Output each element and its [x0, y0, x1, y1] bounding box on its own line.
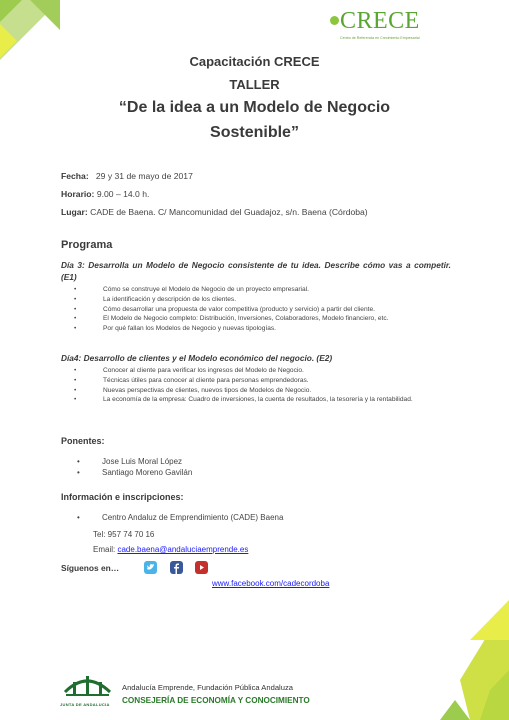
- lugar-value: CADE de Baena. C/ Mancomunidad del Guadajoz, s/n. Baena (Córdoba): [90, 207, 368, 217]
- list-item: • La economía de la empresa: Cuadro de inversiones, la cuenta de resultados, la tesorería y la rentabilidad.: [74, 396, 413, 404]
- list-item: • Cómo se construye el Modelo de Negocio de un proyecto empresarial.: [74, 286, 309, 293]
- list-item: • Por qué fallan los Modelos de Negocio y nuevas tipologías.: [74, 325, 277, 333]
- programa-heading: Programa: [61, 239, 113, 251]
- ponentes-list: [77, 456, 192, 478]
- ponentes-heading: Ponentes:: [61, 436, 105, 446]
- list-item: • Técnicas útiles para conocer al cliente para personas emprendedoras.: [74, 376, 309, 384]
- youtube-icon[interactable]: [195, 561, 208, 574]
- facebook-icon[interactable]: [170, 561, 183, 574]
- day3-title: Día 3: Desarrolla un Modelo de Negocio consistente de tu idea. Describe cómo vas a competir. (E1): [61, 260, 451, 282]
- contact-tel: Tel: 957 74 70 16: [93, 530, 155, 539]
- footer-line-2: CONSEJERÍA DE ECONOMÍA Y CONOCIMIENTO: [122, 696, 310, 705]
- follow-label: Síguenos en…: [61, 563, 120, 573]
- list-item: • Santiago Moreno Gavilán: [77, 468, 193, 477]
- junta-andalucia-logo: [60, 670, 115, 700]
- contact-heading: Información e inscripciones:: [61, 492, 184, 502]
- contact-email-row: [93, 545, 248, 554]
- fecha-label: Fecha:: [61, 171, 89, 181]
- title-line-1: Capacitación CRECE: [189, 54, 320, 69]
- list-item: • Nuevas perspectivas de clientes, nuevos tipos de Modelos de Negocio.: [74, 386, 312, 394]
- title-line-4: Sostenible”: [210, 124, 299, 141]
- title-line-2: TALLER: [229, 77, 280, 92]
- lugar-label: Lugar:: [61, 207, 88, 217]
- day3-list: [61, 285, 461, 334]
- horario-value: 9.00 – 14.0 h.: [96, 189, 150, 199]
- fecha-row: [61, 171, 193, 181]
- contact-list: [77, 512, 283, 523]
- logo-dot: [330, 16, 339, 25]
- list-item: • Centro Andaluz de Emprendimiento (CADE) Baena: [77, 513, 284, 522]
- horario-row: [61, 189, 149, 199]
- horario-label: Horario:: [61, 189, 95, 199]
- list-item: • Cómo desarrollar una propuesta de valor competitiva (producto y servicio) a partir del cliente.: [74, 305, 375, 313]
- list-item: • El Modelo de Negocio completo: Distribución, Inversiones, Colaboradores, Modelo financiero, etc.: [74, 315, 389, 323]
- logo-word: CRECE: [340, 8, 420, 34]
- title-line-3: “De la idea a un Modelo de Negocio: [118, 99, 391, 116]
- fecha-value: 29 y 31 de mayo de 2017: [95, 171, 193, 181]
- email-link[interactable]: cade.baena@andaluciaemprende.es: [117, 545, 249, 554]
- twitter-icon[interactable]: [144, 561, 157, 574]
- day4-title: Día4: Desarrollo de clientes y el Modelo económico del negocio. (E2): [61, 353, 333, 363]
- junta-label: JUNTA DE ANDALUCIA: [60, 702, 110, 707]
- footer-line-1: Andalucía Emprende, Fundación Pública Andaluza: [122, 683, 293, 692]
- logo-tagline: Centro de Referencia en Crecimiento Empresarial: [340, 36, 420, 40]
- email-label: Email:: [93, 545, 116, 554]
- list-item: • La identificación y descripción de los clientes.: [74, 295, 237, 303]
- facebook-link[interactable]: www.facebook.com/cadecordoba: [212, 579, 330, 588]
- day4-list: [61, 366, 461, 405]
- lugar-row: [61, 207, 368, 217]
- list-item: • Conocer al cliente para verificar los ingresos del Modelo de Negocio.: [74, 367, 304, 374]
- list-item: • Jose Luis Moral López: [77, 457, 183, 466]
